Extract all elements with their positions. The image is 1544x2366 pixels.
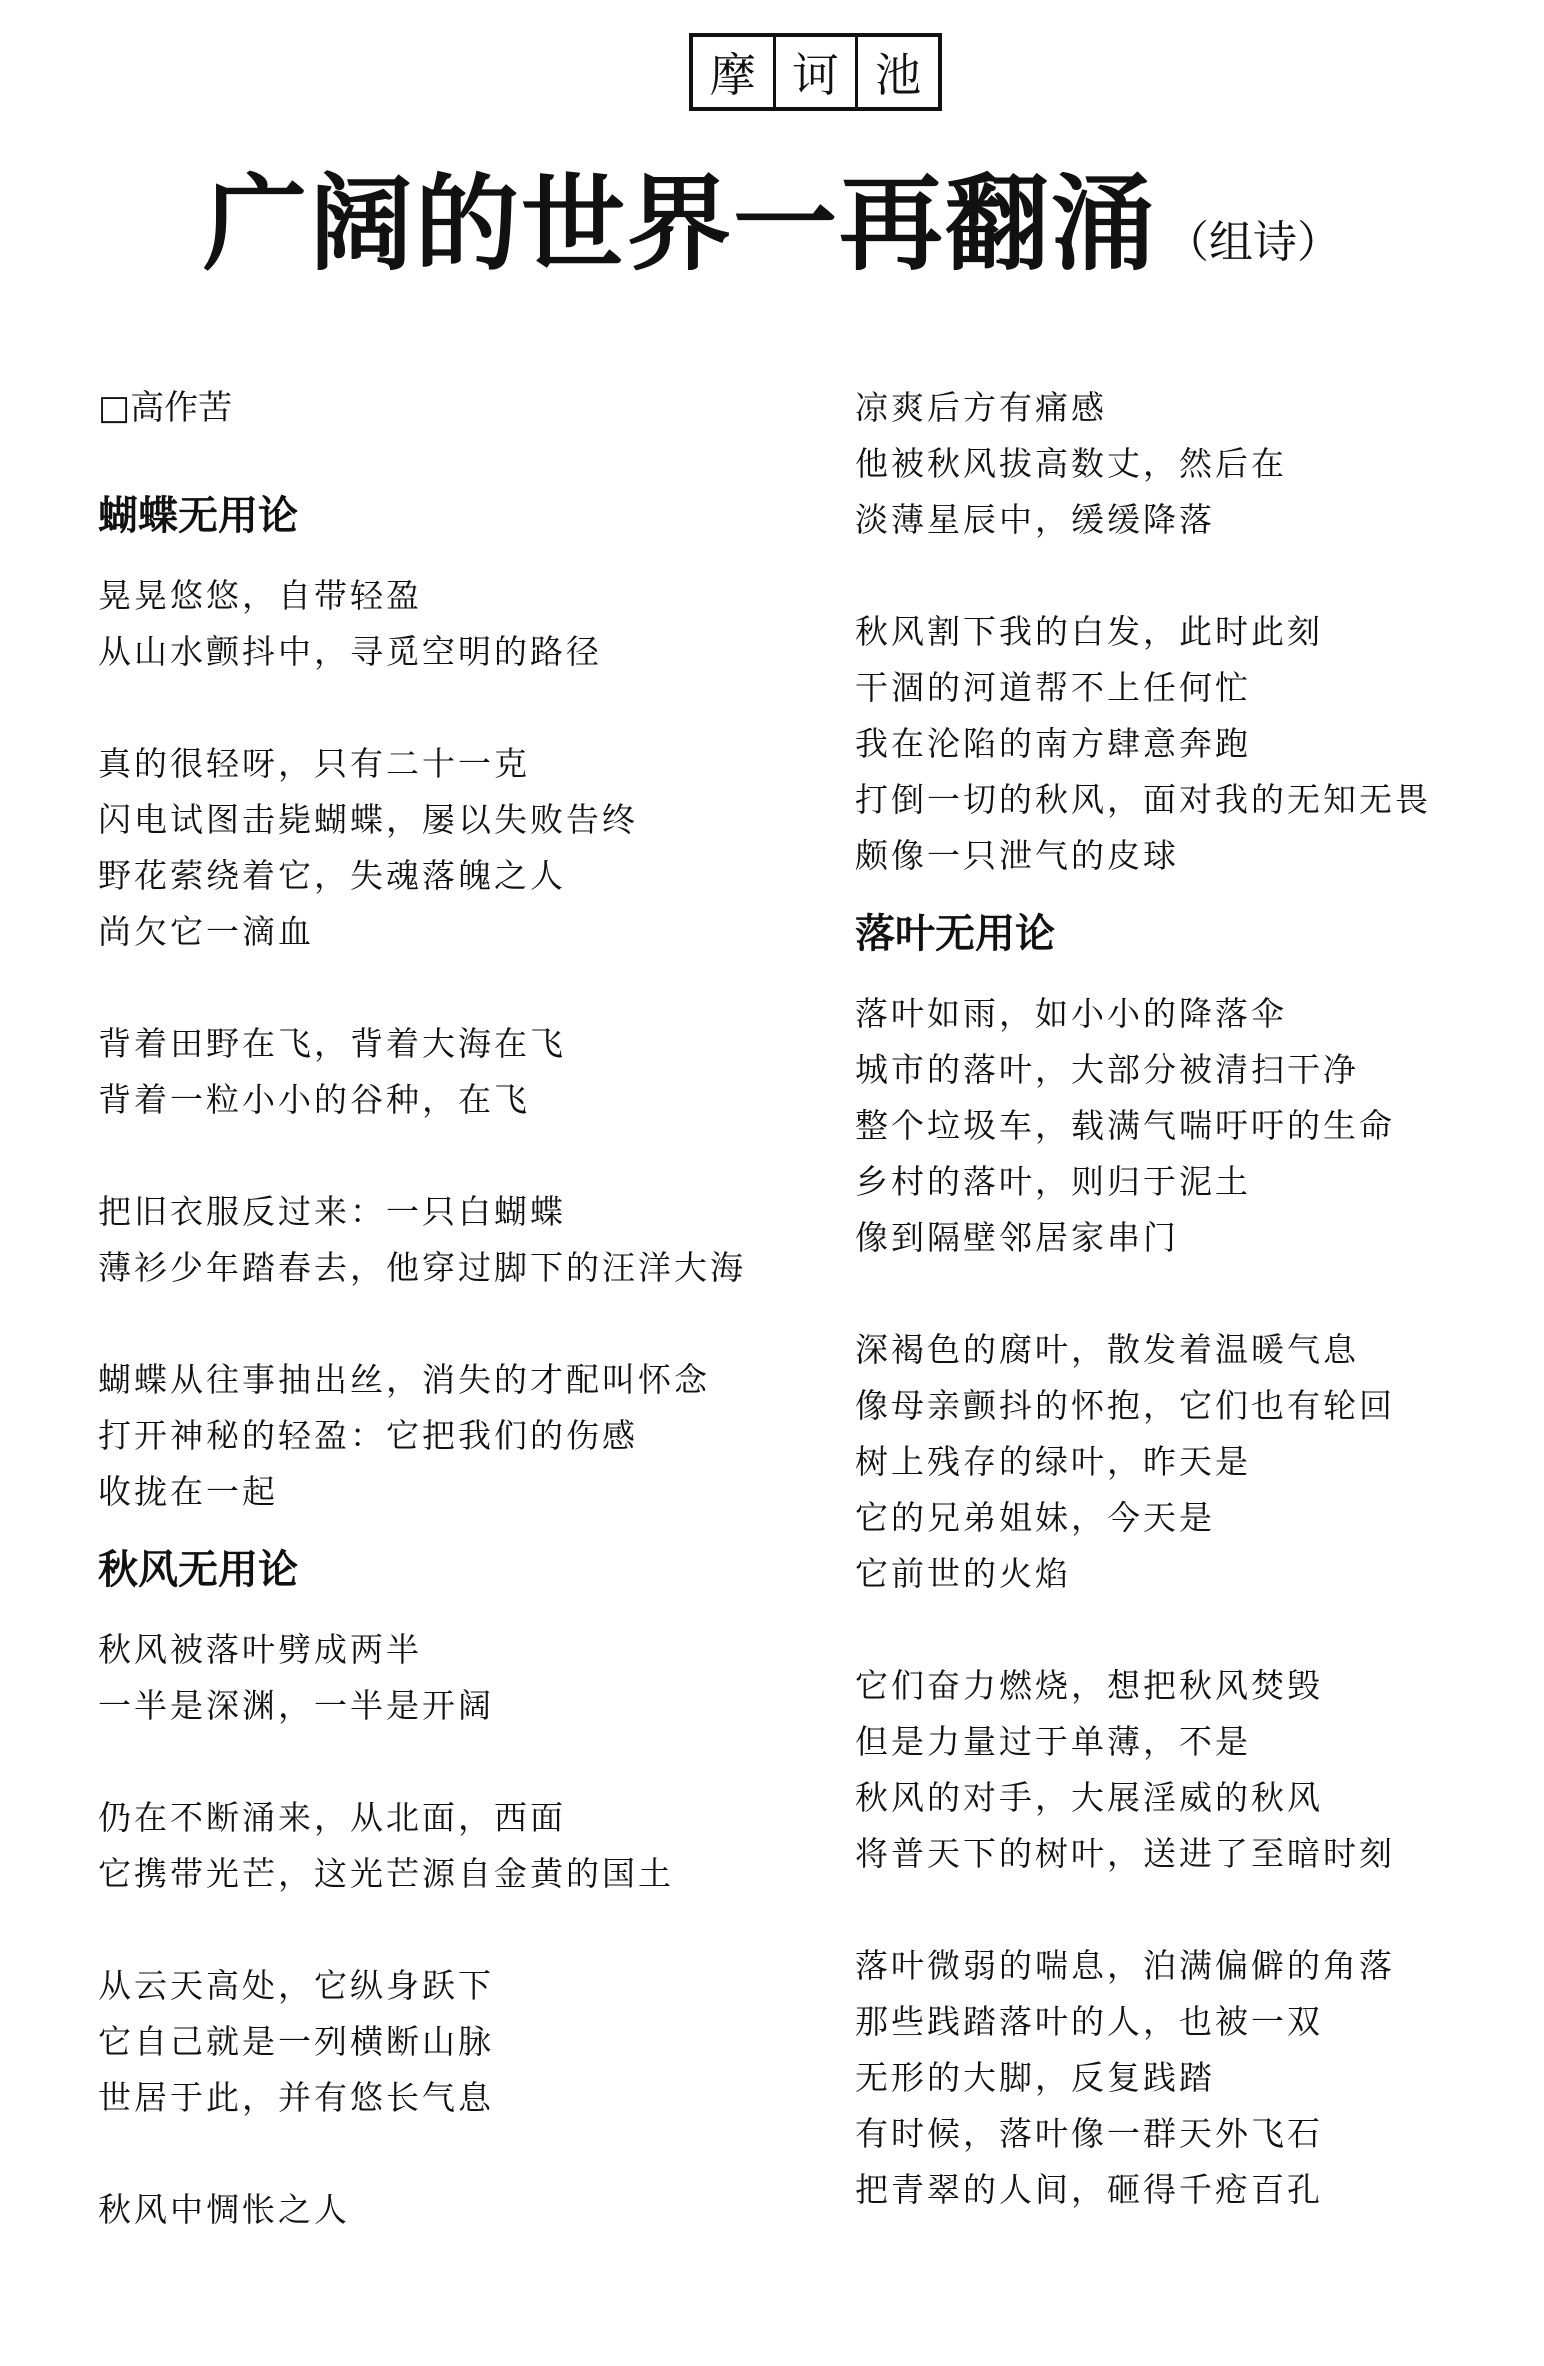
poem-line: 整个垃圾车，载满气喘吁吁的生命 [855, 1106, 1395, 1145]
poem-line: 颇像一只泄气的皮球 [855, 836, 1179, 875]
poem-line: 尚欠它一滴血 [98, 912, 314, 951]
poem-line: 将普天下的树叶，送进了至暗时刻 [855, 1834, 1395, 1873]
poem-heading-butterfly: 蝴蝶无用论 [98, 493, 298, 539]
poem-line: 仍在不断涌来，从北面，西面 [98, 1798, 566, 1837]
poem-line: 城市的落叶，大部分被清扫干净 [855, 1050, 1359, 1089]
poem-line: 蝴蝶从往事抽出丝，消失的才配叫怀念 [98, 1360, 710, 1399]
poem-line: 秋风的对手，大展淫威的秋风 [855, 1778, 1323, 1817]
poem-heading-autumn-wind: 秋风无用论 [98, 1547, 298, 1593]
poem-line: 它自己就是一列横断山脉 [98, 2022, 494, 2061]
poem-line: 他被秋风拔高数丈，然后在 [855, 444, 1287, 483]
stanza [98, 736, 798, 960]
poem-line: 打倒一切的秋风，面对我的无知无畏 [855, 780, 1431, 819]
poem-line: 薄衫少年踏春去，他穿过脚下的汪洋大海 [98, 1248, 746, 1287]
title-row [0, 165, 1544, 285]
poem-line: 收拢在一起 [98, 1472, 278, 1511]
poem-line: 把旧衣服反过来：一只白蝴蝶 [98, 1192, 566, 1231]
poem-line: 无形的大脚，反复践踏 [855, 2058, 1215, 2097]
title-subtitle: （组诗） [1165, 216, 1341, 268]
poem-line: 有时候，落叶像一群天外飞石 [855, 2114, 1323, 2153]
column-label-char: 池 [875, 48, 922, 102]
poem-line: 它们奋力燃烧，想把秋风焚毁 [855, 1666, 1323, 1705]
poem-line: 晃晃悠悠，自带轻盈 [98, 576, 422, 615]
poem-line: 干涸的河道帮不上任何忙 [855, 668, 1251, 707]
poem-line: 闪电试图击毙蝴蝶，屡以失败告终 [98, 800, 638, 839]
poem-line: 那些践踏落叶的人，也被一双 [855, 2002, 1323, 2041]
stanza [855, 1658, 1515, 1882]
poem-line: 秋风割下我的白发，此时此刻 [855, 612, 1323, 651]
poem-line: 凉爽后方有痛感 [855, 388, 1107, 427]
poem-line: 把青翠的人间，砸得千疮百孔 [855, 2170, 1323, 2209]
poem-line: 世居于此，并有悠长气息 [98, 2078, 494, 2117]
right-column [855, 380, 1515, 2218]
poem-line: 秋风中惆怅之人 [98, 2190, 350, 2229]
stanza [98, 568, 798, 680]
stanza [855, 986, 1515, 1266]
stanza [98, 1622, 798, 1734]
poem-line: 打开神秘的轻盈：它把我们的伤感 [98, 1416, 638, 1455]
poem-line: 像母亲颤抖的怀抱，它们也有轮回 [855, 1386, 1395, 1425]
page-title: 广阔的世界一再翻涌 [202, 163, 1157, 285]
poem-line: 乡村的落叶，则归于泥土 [855, 1162, 1251, 1201]
poem-line: 一半是深渊，一半是开阔 [98, 1686, 494, 1725]
poem-line: 秋风被落叶劈成两半 [98, 1630, 422, 1669]
column-label-char: 摩 [693, 37, 776, 107]
poem-line: 背着一粒小小的谷种，在飞 [98, 1080, 530, 1119]
poem-line: 深褐色的腐叶，散发着温暖气息 [855, 1330, 1359, 1369]
poem-line: 淡薄星辰中，缓缓降落 [855, 500, 1215, 539]
author-byline: □高作苦 [98, 388, 233, 428]
column-label-char: 诃 [776, 37, 859, 107]
stanza [98, 1016, 798, 1128]
poem-line: 落叶如雨，如小小的降落伞 [855, 994, 1287, 1033]
poem-line: 背着田野在飞，背着大海在飞 [98, 1024, 566, 1063]
poem-line: 但是力量过于单薄，不是 [855, 1722, 1251, 1761]
poem-line: 它的兄弟姐妹，今天是 [855, 1498, 1215, 1537]
poem-line: 从云天高处，它纵身跃下 [98, 1966, 494, 2005]
poem-line: 真的很轻呀，只有二十一克 [98, 744, 530, 783]
poem-line: 落叶微弱的喘息，泊满偏僻的角落 [855, 1946, 1395, 1985]
stanza [855, 1938, 1515, 2218]
poem-line: 野花萦绕着它，失魂落魄之人 [98, 856, 566, 895]
stanza [98, 1790, 798, 1902]
left-column [98, 380, 798, 2238]
column-label-box [689, 33, 942, 111]
poem-line: 我在沦陷的南方肆意奔跑 [855, 724, 1251, 763]
stanza [98, 1184, 798, 1296]
stanza [98, 1352, 798, 1520]
poem-line: 像到隔壁邻居家串门 [855, 1218, 1179, 1257]
poem-heading-fallen-leaves: 落叶无用论 [855, 911, 1055, 957]
stanza [855, 604, 1515, 884]
poem-line: 它携带光芒，这光芒源自金黄的国土 [98, 1854, 674, 1893]
stanza [98, 1958, 798, 2126]
stanza [855, 1322, 1515, 1602]
stanza [855, 380, 1515, 548]
poem-line: 它前世的火焰 [855, 1554, 1071, 1593]
poem-line: 树上残存的绿叶，昨天是 [855, 1442, 1251, 1481]
stanza [98, 2182, 798, 2238]
poem-line: 从山水颤抖中，寻觅空明的路径 [98, 632, 602, 671]
